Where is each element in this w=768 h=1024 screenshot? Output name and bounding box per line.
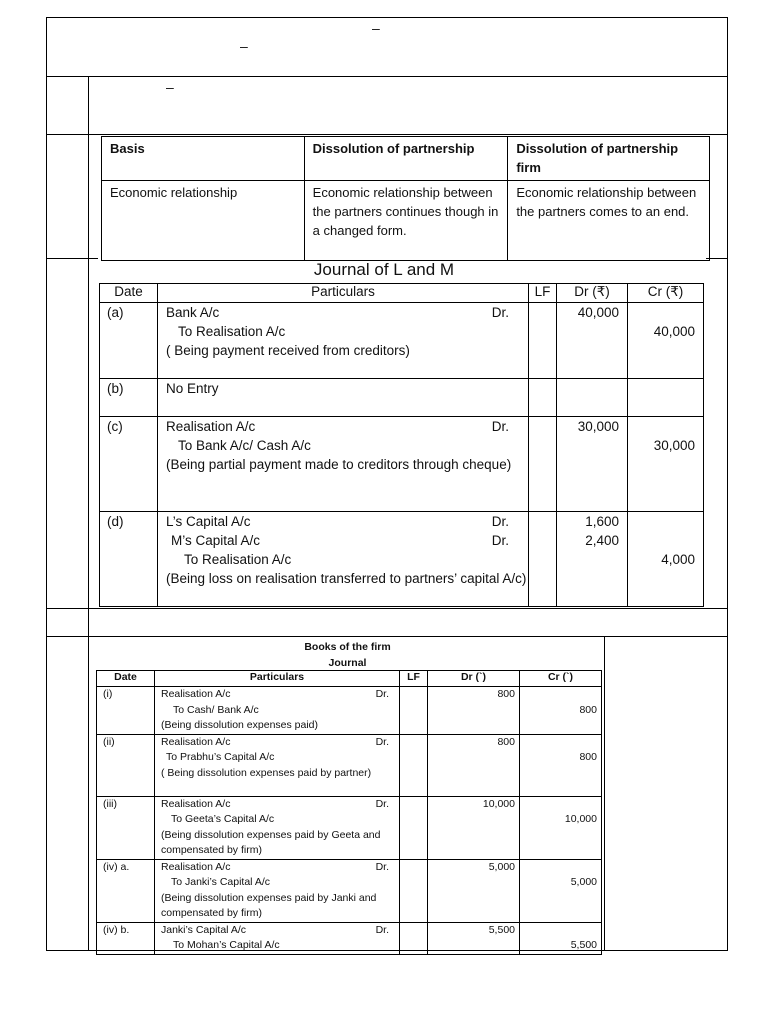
entry-particulars — [155, 922, 400, 954]
dr-mark: Dr. — [491, 419, 509, 434]
dr-value: 1,600 — [585, 514, 619, 529]
entry-dr — [428, 734, 520, 796]
entry-cr — [628, 379, 704, 417]
entry-narration: (Being dissolution expenses paid by Geeta and compensated by firm) — [161, 828, 381, 856]
entry-particulars: No Entry — [158, 379, 529, 417]
entry-line: L’s Capital A/c — [166, 514, 251, 529]
entry-dr — [557, 512, 628, 607]
entry-line: To Janki’s Capital A/c — [171, 876, 271, 888]
col-lf: LF — [529, 284, 557, 303]
col-dr: Dr (`) — [428, 671, 520, 687]
header-dissolution-partnership: Dissolution of partnership — [304, 137, 508, 181]
journal-title: Journal of L and M — [313, 260, 455, 279]
journal-l-m-table — [99, 283, 704, 607]
entry-line: To Bank A/c/ Cash A/c — [178, 438, 311, 453]
table-row — [100, 417, 704, 512]
frame-right — [727, 17, 728, 951]
table-row — [97, 796, 602, 859]
entry-lf — [529, 379, 557, 417]
dr-value: 5,500 — [488, 923, 515, 936]
inner-col-line-right2 — [604, 636, 605, 950]
dr-value: 40,000 — [577, 305, 619, 320]
header-basis: Basis — [102, 137, 305, 181]
entry-narration: (Being dissolution expenses paid) — [161, 719, 319, 731]
entry-line: To Mohan’s Capital A/c — [173, 939, 280, 951]
journal-heading: Journal — [328, 657, 367, 669]
entry-line: Realisation A/c — [161, 860, 231, 873]
entry-date: (c) — [100, 417, 158, 512]
cr-value: 800 — [579, 751, 597, 763]
entry-cr — [520, 922, 602, 954]
row-line-3 — [46, 258, 98, 259]
entry-date: (iv) b. — [97, 922, 155, 954]
entry-cr — [628, 512, 704, 607]
entry-dr — [428, 922, 520, 954]
entry-narration: (Being loss on realisation transferred to partners’ capital A/c) — [166, 571, 527, 586]
table-row — [100, 379, 704, 417]
dr-value: 2,400 — [585, 533, 619, 548]
entry-date: (d) — [100, 512, 158, 607]
entry-dr — [428, 859, 520, 922]
cr-value: 800 — [579, 703, 597, 716]
entry-cr — [520, 734, 602, 796]
entry-cr — [628, 417, 704, 512]
entry-particulars — [155, 687, 400, 735]
dr-value: 800 — [497, 688, 515, 700]
books-heading: Books of the firm — [304, 641, 391, 653]
entry-line: Realisation A/c — [161, 735, 231, 748]
entry-lf — [400, 859, 428, 922]
table-row — [100, 303, 704, 379]
col-particulars: Particulars — [158, 284, 529, 303]
entry-line: Bank A/c — [166, 305, 220, 320]
entry-date: (a) — [100, 303, 158, 379]
entry-particulars — [155, 859, 400, 922]
entry-dr — [428, 687, 520, 735]
frame-left — [46, 17, 47, 951]
entry-line: M’s Capital A/c — [171, 533, 261, 548]
entry-line: To Cash/ Bank A/c — [173, 703, 259, 716]
entry-lf — [400, 796, 428, 859]
entry-lf — [529, 303, 557, 379]
entry-line: Realisation A/c — [166, 419, 256, 434]
dr-mark: Dr. — [375, 735, 389, 748]
entry-line: To Prabhu’s Capital A/c — [166, 751, 275, 763]
col-dr: Dr (₹) — [557, 284, 628, 303]
dash-mark: – — [166, 79, 174, 95]
table-row — [97, 734, 602, 796]
entry-cr — [520, 859, 602, 922]
col-date: Date — [100, 284, 158, 303]
dr-mark: Dr. — [375, 923, 389, 936]
dr-value: 800 — [497, 735, 515, 748]
entry-dr — [428, 796, 520, 859]
row-line-1 — [46, 76, 728, 77]
entry-line: Janki’s Capital A/c — [161, 923, 247, 936]
dr-value: 5,000 — [488, 860, 515, 873]
cell-firm: Economic relationship between the partners comes to an end. — [508, 181, 710, 261]
table-row — [97, 687, 602, 735]
entry-date: (iv) a. — [97, 859, 155, 922]
frame-top — [46, 17, 728, 18]
table-row — [97, 922, 602, 954]
dr-mark: Dr. — [375, 860, 389, 873]
dash-mark: – — [240, 38, 248, 54]
cell-partnership: Economic relationship between the partners continues though in a changed form. — [304, 181, 508, 261]
col-cr: Cr (`) — [520, 671, 602, 687]
entry-narration: ( Being payment received from creditors) — [166, 343, 410, 358]
dr-mark: Dr. — [491, 533, 509, 548]
cr-value: 30,000 — [653, 438, 695, 453]
col-cr: Cr (₹) — [628, 284, 704, 303]
entry-line: To Geeta’s Capital A/c — [171, 813, 275, 825]
row-line-2 — [46, 134, 728, 135]
entry-particulars — [158, 417, 529, 512]
inner-col-line — [88, 76, 89, 951]
entry-lf — [529, 417, 557, 512]
entry-narration: (Being dissolution expenses paid by Janki and compensated by firm) — [161, 891, 377, 919]
entry-particulars — [155, 734, 400, 796]
dr-mark: Dr. — [375, 688, 389, 700]
table-row — [100, 512, 704, 607]
dr-mark: Dr. — [375, 797, 389, 810]
col-date: Date — [97, 671, 155, 687]
entry-lf — [400, 687, 428, 735]
entry-particulars — [158, 512, 529, 607]
cr-value: 40,000 — [653, 324, 695, 339]
entry-line: To Realisation A/c — [178, 324, 286, 339]
cell-basis: Economic relationship — [102, 181, 305, 261]
dash-mark: – — [372, 20, 380, 36]
entry-line: To Realisation A/c — [184, 552, 292, 567]
entry-cr — [628, 303, 704, 379]
entry-line: Realisation A/c — [161, 797, 231, 810]
entry-date: (i) — [97, 687, 155, 735]
table-row — [97, 859, 602, 922]
cr-value: 10,000 — [564, 813, 597, 825]
entry-narration: (Being partial payment made to creditors through cheque) — [166, 457, 512, 472]
books-journal-table — [96, 670, 602, 955]
entry-line: Realisation A/c — [161, 688, 231, 700]
entry-date: (b) — [100, 379, 158, 417]
cr-value: 4,000 — [661, 552, 695, 567]
comparison-table — [101, 136, 710, 261]
entry-lf — [400, 922, 428, 954]
entry-cr — [520, 796, 602, 859]
entry-dr — [557, 379, 628, 417]
dr-value: 30,000 — [577, 419, 619, 434]
cr-value: 5,500 — [570, 939, 597, 951]
dr-value: 10,000 — [482, 797, 515, 810]
dr-mark: Dr. — [491, 305, 509, 320]
row-line-5 — [46, 636, 728, 637]
col-particulars: Particulars — [155, 671, 400, 687]
entry-cr — [520, 687, 602, 735]
entry-particulars — [158, 303, 529, 379]
entry-lf — [400, 734, 428, 796]
entry-dr — [557, 303, 628, 379]
entry-date: (iii) — [97, 796, 155, 859]
entry-dr — [557, 417, 628, 512]
entry-lf — [529, 512, 557, 607]
cr-value: 5,000 — [570, 876, 597, 888]
entry-narration: ( Being dissolution expenses paid by partner) — [161, 766, 372, 779]
entry-date: (ii) — [97, 734, 155, 796]
col-lf: LF — [400, 671, 428, 687]
entry-particulars — [155, 796, 400, 859]
header-dissolution-firm: Dissolution of partnership firm — [508, 137, 710, 181]
dr-mark: Dr. — [491, 514, 509, 529]
row-line-4 — [46, 608, 728, 609]
